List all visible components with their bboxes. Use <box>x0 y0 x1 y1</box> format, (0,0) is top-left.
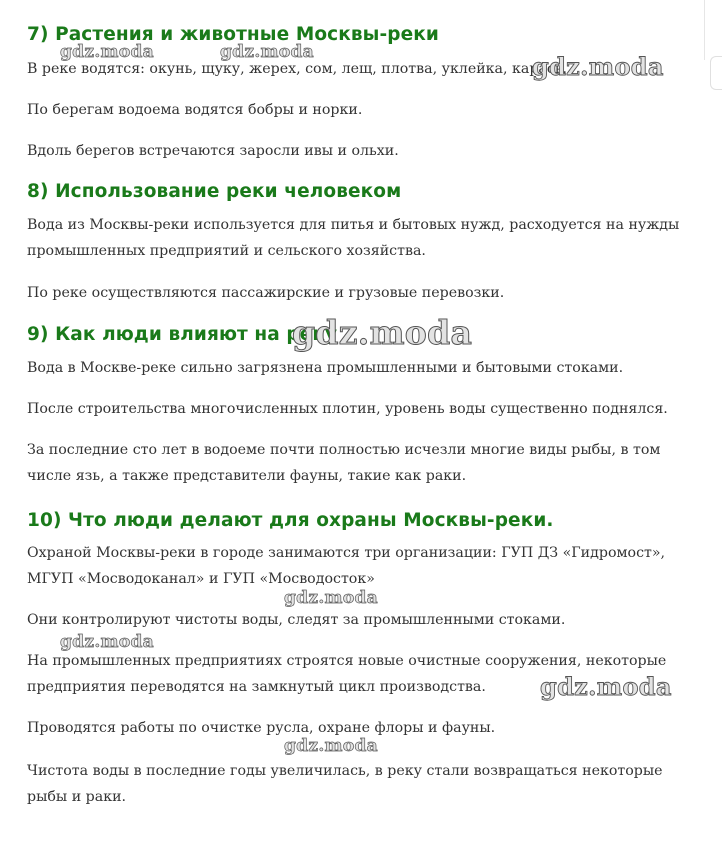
paragraph: По реке осуществляются пассажирские и грузовые перевозки. <box>27 285 505 301</box>
scroll-divider <box>704 0 705 60</box>
paragraph: Охраной Москвы-реки в городе занимаются три организации: ГУП ДЗ «Гидромост», МГУП «Мосводоканал» и ГУП «Мосводосток» <box>27 545 666 587</box>
paragraph: После строительства многочисленных плотин, уровень воды существенно поднялся. <box>27 401 668 417</box>
paragraph: Чистота воды в последние годы увеличилась, в реку стали возвращаться некоторые рыбы и раки. <box>27 763 663 805</box>
paragraph: Вдоль берегов встречаются заросли ивы и ольхи. <box>27 143 399 159</box>
watermark: gdz.moda <box>60 42 154 62</box>
paragraph: За последние сто лет в водоеме почти полностью исчезли многие виды рыбы, в том числе язь, а также представители фауны, такие как раки. <box>27 442 661 484</box>
watermark: gdz.moda <box>284 588 378 608</box>
watermark: gdz.moda <box>284 736 378 756</box>
paragraph: Вода в Москве-реке сильно загрязнена промышленными и бытовыми стоками. <box>27 360 624 376</box>
paragraph: Проводятся работы по очистке русла, охране флоры и фауны. <box>27 720 496 736</box>
paragraph: В реке водятся: окунь, щуку, жерех, сом, лещ, плотва, уклейка, карась. <box>27 61 568 77</box>
side-widget-tab[interactable] <box>710 56 722 90</box>
paragraph: По берегам водоема водятся бобры и норки. <box>27 102 363 118</box>
paragraph: Они контролируют чистоты воды, следят за промышленными стоками. <box>27 612 566 628</box>
watermark: gdz.moda <box>532 52 664 81</box>
watermark: gdz.moda <box>292 313 473 352</box>
section-heading-10: 10) Что люди делают для охраны Москвы-реки. <box>27 510 554 531</box>
watermark: gdz.moda <box>60 632 154 652</box>
section-heading-7: 7) Растения и животные Москвы-реки <box>27 24 439 45</box>
paragraph: На промышленных предприятиях строятся новые очистные сооружения, некоторые предприятия переводятся на замкнутый цикл производства. <box>27 653 667 695</box>
section-heading-9: 9) Как люди влияют на реку <box>27 324 338 345</box>
watermark: gdz.moda <box>540 672 672 701</box>
paragraph: Вода из Москвы-реки используется для питья и бытовых нужд, расходуется на нужды промышленных предприятий и сельского хозяйства. <box>27 217 680 259</box>
watermark: gdz.moda <box>220 42 314 62</box>
section-heading-8: 8) Использование реки человеком <box>27 181 402 202</box>
